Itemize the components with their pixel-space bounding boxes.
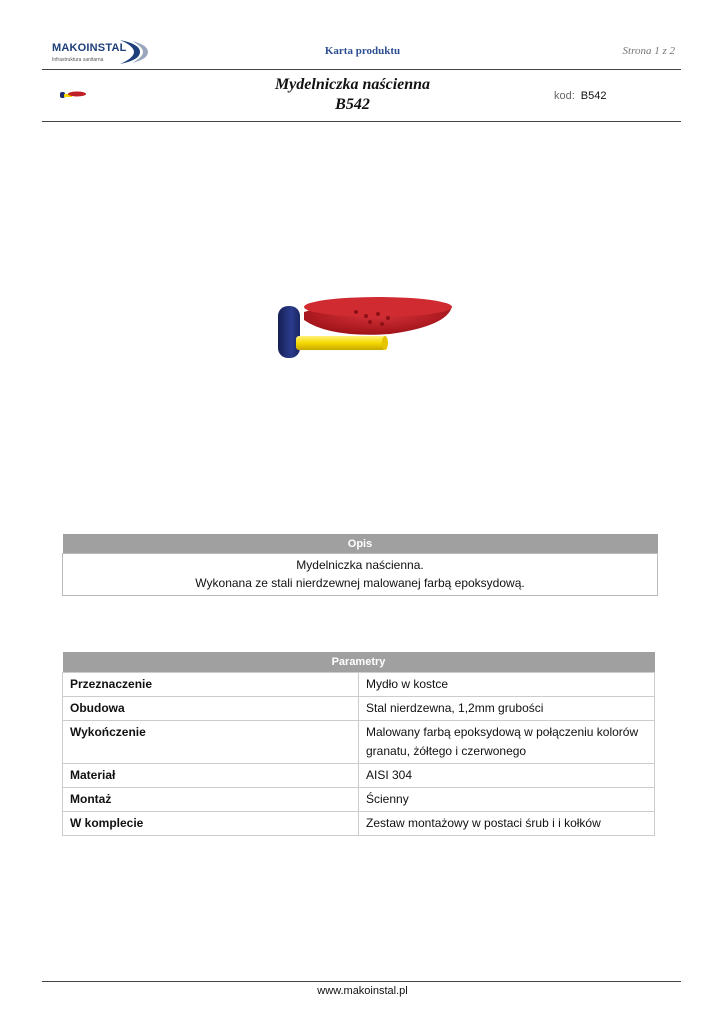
param-value: AISI 304 xyxy=(359,764,655,788)
param-value: Zestaw montażowy w postaci śrub i i kołków xyxy=(359,812,655,836)
param-key: Przeznaczenie xyxy=(63,673,359,697)
param-key: W komplecie xyxy=(63,812,359,836)
param-value: Mydło w kostce xyxy=(359,673,655,697)
table-row xyxy=(63,788,655,812)
param-key: Montaż xyxy=(63,788,359,812)
param-key: Wykończenie xyxy=(63,721,359,764)
param-value: Stal nierdzewna, 1,2mm grubości xyxy=(359,697,655,721)
param-value: Malowany farbą epoksydową w połączeniu kolorów granatu, żółtego i czerwonego xyxy=(359,721,655,764)
description-line: Wykonana ze stali nierdzewnej malowanej farbą epoksydową. xyxy=(195,576,525,590)
table-row xyxy=(63,697,655,721)
footer-divider xyxy=(42,981,681,982)
logo-subtitle: Infrastruktura sanitarna xyxy=(52,57,104,63)
param-value: Ścienny xyxy=(359,788,655,812)
header-title: Karta produktu xyxy=(324,45,401,57)
description-table xyxy=(62,534,658,596)
table-row xyxy=(63,673,655,697)
product-name: Mydelniczka naścienna xyxy=(274,76,431,93)
param-key: Obudowa xyxy=(63,697,359,721)
table-row xyxy=(63,764,655,788)
product-code-label: kod: xyxy=(554,90,575,102)
product-code xyxy=(554,90,607,102)
table-row xyxy=(63,812,655,836)
table-row xyxy=(63,721,655,764)
product-code-value: B542 xyxy=(580,90,607,102)
page-number: Strona 1 z 2 xyxy=(622,45,675,57)
title-divider xyxy=(42,121,681,122)
description-text xyxy=(63,554,658,596)
logo-text: MAKOINSTAL xyxy=(52,42,127,54)
header-divider xyxy=(42,69,681,70)
product-photo xyxy=(270,290,460,370)
description-heading: Opis xyxy=(63,534,658,554)
description-line: Mydelniczka naścienna. xyxy=(296,558,424,572)
parameters-table xyxy=(62,652,655,836)
footer-url[interactable]: www.makoinstal.pl xyxy=(317,985,408,997)
parameters-heading: Parametry xyxy=(63,652,655,673)
product-model: B542 xyxy=(335,96,370,113)
param-key: Materiał xyxy=(63,764,359,788)
